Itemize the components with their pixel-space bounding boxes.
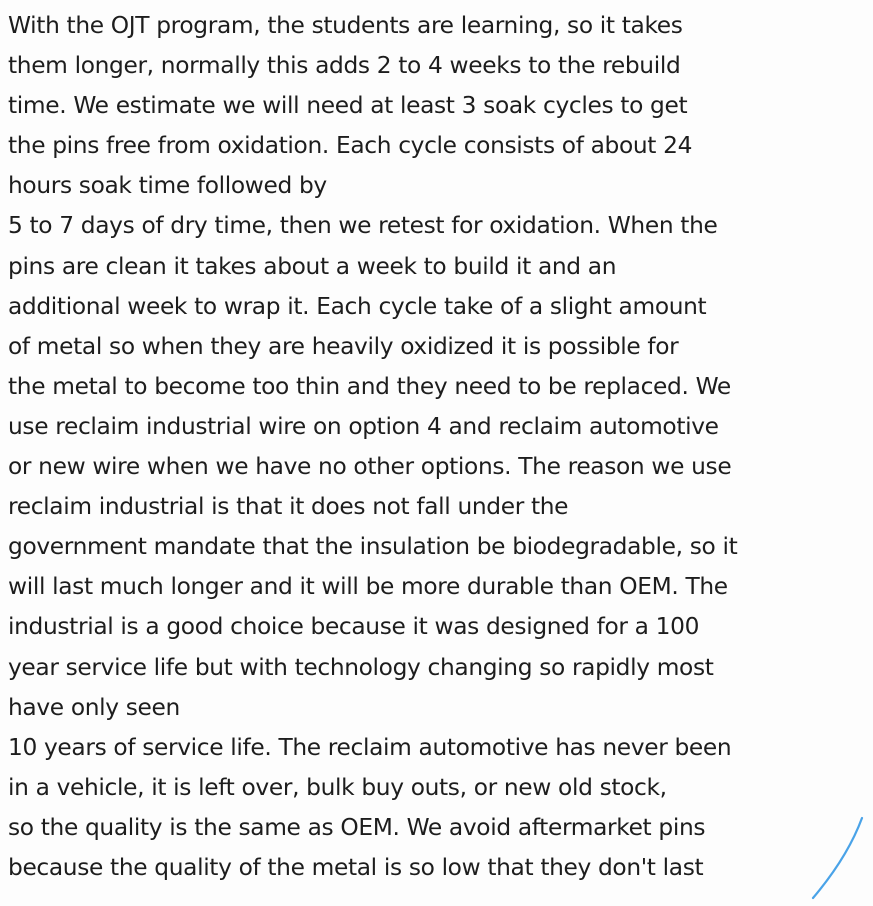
text-line: or new wire when we have no other options. The reason we use	[8, 453, 732, 481]
text-line: because the quality of the metal is so low that they don't last	[8, 853, 704, 881]
text-line: time. We estimate we will need at least 3 soak cycles to get	[8, 92, 688, 120]
body-text	[8, 6, 873, 888]
text-line: them longer, normally this adds 2 to 4 weeks to the rebuild	[8, 52, 681, 80]
text-line: government mandate that the insulation be biodegradable, so it	[8, 533, 738, 561]
text-line: industrial is a good choice because it was designed for a 100	[8, 613, 700, 641]
text-line: 10 years of service life. The reclaim automotive has never been	[8, 733, 732, 761]
text-line: the pins free from oxidation. Each cycle consists of about 24	[8, 132, 693, 160]
text-line: reclaim industrial is that it does not fall under the	[8, 493, 569, 521]
text-line: will last much longer and it will be more durable than OEM. The	[8, 573, 728, 601]
text-line: additional week to wrap it. Each cycle take of a slight amount	[8, 292, 707, 320]
text-line: With the OJT program, the students are learning, so it takes	[8, 12, 683, 39]
text-line: year service life but with technology changing so rapidly most	[8, 653, 714, 681]
text-line: use reclaim industrial wire on option 4 and reclaim automotive	[8, 412, 719, 440]
text-line: of metal so when they are heavily oxidized it is possible for	[8, 332, 679, 360]
text-line: 5 to 7 days of dry time, then we retest for oxidation. When the	[8, 212, 718, 240]
text-line: so the quality is the same as OEM. We avoid aftermarket pins	[8, 813, 706, 841]
text-line: pins are clean it takes about a week to build it and an	[8, 252, 617, 280]
text-line: in a vehicle, it is left over, bulk buy outs, or new old stock,	[8, 773, 667, 801]
text-line: hours soak time followed by	[8, 172, 327, 200]
text-line: have only seen	[8, 693, 180, 721]
text-line: the metal to become too thin and they need to be replaced. We	[8, 372, 731, 400]
